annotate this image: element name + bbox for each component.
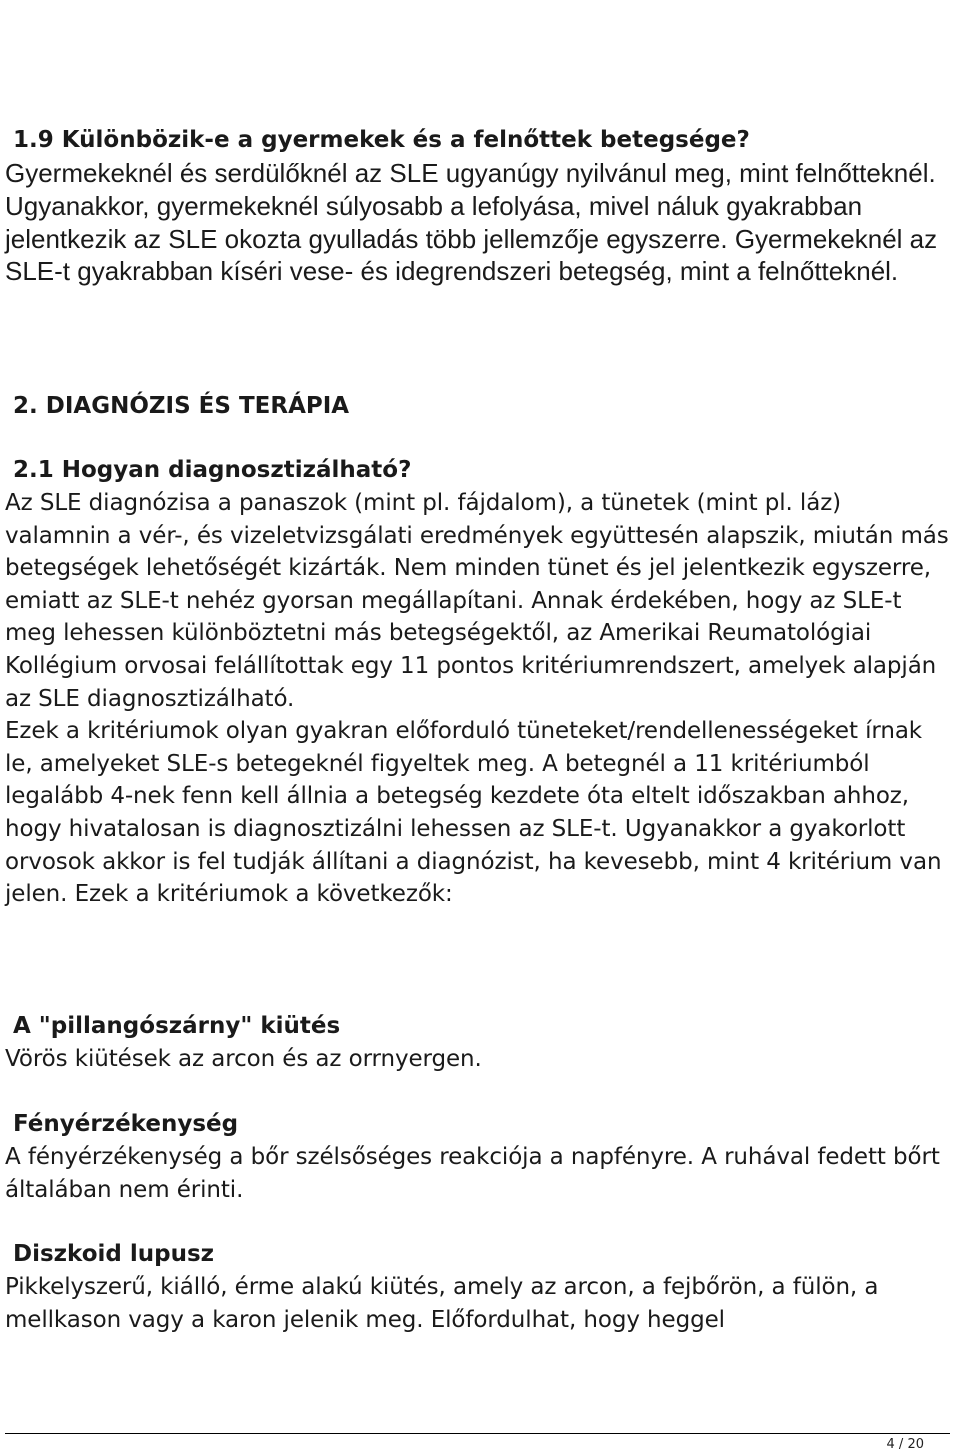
section-1-9 [5, 124, 950, 288]
section-paragraph: Ezek a kritériumok olyan gyakran előforduló tüneteket/rendellenességeket írnak le, amelyeket SLE-s betegeknél figyeltek meg. A betegnél a 11 kritériumból legalább 4-nek fenn kell állnia a betegség kezdete óta eltelt időszakban ahhoz, hogy hivatalosan is diagnosztizálni lehessen az SLE-t. Ugyanakkor a gyakorlott orvosok akkor is fel tudják állítani a diagnózist, ha kevesebb, mint 4 kritérium van jelen. Ezek a kritériumok a következők: [5, 718, 942, 908]
criterion-photosensitivity [5, 1108, 950, 1206]
section-body: Gyermekeknél és serdülőknél az SLE ugyanúgy nyilvánul meg, mint felnőtteknél. Ugyanakkor, gyermekeknél súlyosabb a lefolyása, mivel náluk gyakrabban jelentkezik az SLE okozta gyulladás több jellemzője egyszerre. Gyermekeknél az SLE-t gyakrabban kíséri vese- és idegrendszeri betegség, mint a felnőtteknél. [5, 158, 938, 287]
criterion-text: Vörös kiütések az arcon és az orrnyergen. [5, 1046, 482, 1072]
criterion-title: Diszkoid lupusz [13, 1241, 215, 1267]
section-heading: 1.9 Különbözik-e a gyermekek és a felnőttek betegsége? [13, 127, 750, 153]
section-2-1 [5, 454, 950, 911]
chapter-heading: 2. DIAGNÓZIS ÉS TERÁPIA [13, 393, 350, 419]
footer-divider [5, 1433, 950, 1434]
criterion-text: Pikkelyszerű, kiálló, érme alakú kiütés, amely az arcon, a fejbőrön, a fülön, a mellkason vagy a karon jelenik meg. Előfordulhat, hogy heggel [5, 1274, 879, 1333]
criterion-text: A fényérzékenység a bőr szélsőséges reakciója a napfényre. A ruhával fedett bőrt általában nem érinti. [5, 1144, 940, 1203]
section-paragraph: Az SLE diagnózisa a panaszok (mint pl. fájdalom), a tünetek (mint pl. láz) valamnin a vér-, és vizeletvizsgálati eredmények együttesén alapszik, miután más betegségek lehetőségét kizárták. Nem minden tünet és jel jelentkezik egyszerre, emiatt az SLE-t nehéz gyorsan megállapítani. Annak érdekében, hogy az SLE-t meg lehessen különböztetni más betegségektől, az Amerikai Reumatológiai Kollégium orvosai felállítottak egy 11 pontos kritériumrendszert, amelyek alapján az SLE diagnosztizálható. [5, 490, 949, 712]
criterion-title: Fényérzékenység [13, 1111, 239, 1137]
criterion-discoid-lupus [5, 1238, 950, 1336]
criterion-title: A "pillangószárny" kiütés [13, 1013, 341, 1039]
section-heading: 2.1 Hogyan diagnosztizálható? [13, 457, 412, 483]
section-2 [5, 390, 950, 423]
page-number: 4 / 20 [886, 1437, 924, 1452]
criterion-butterfly-rash [5, 1010, 950, 1076]
